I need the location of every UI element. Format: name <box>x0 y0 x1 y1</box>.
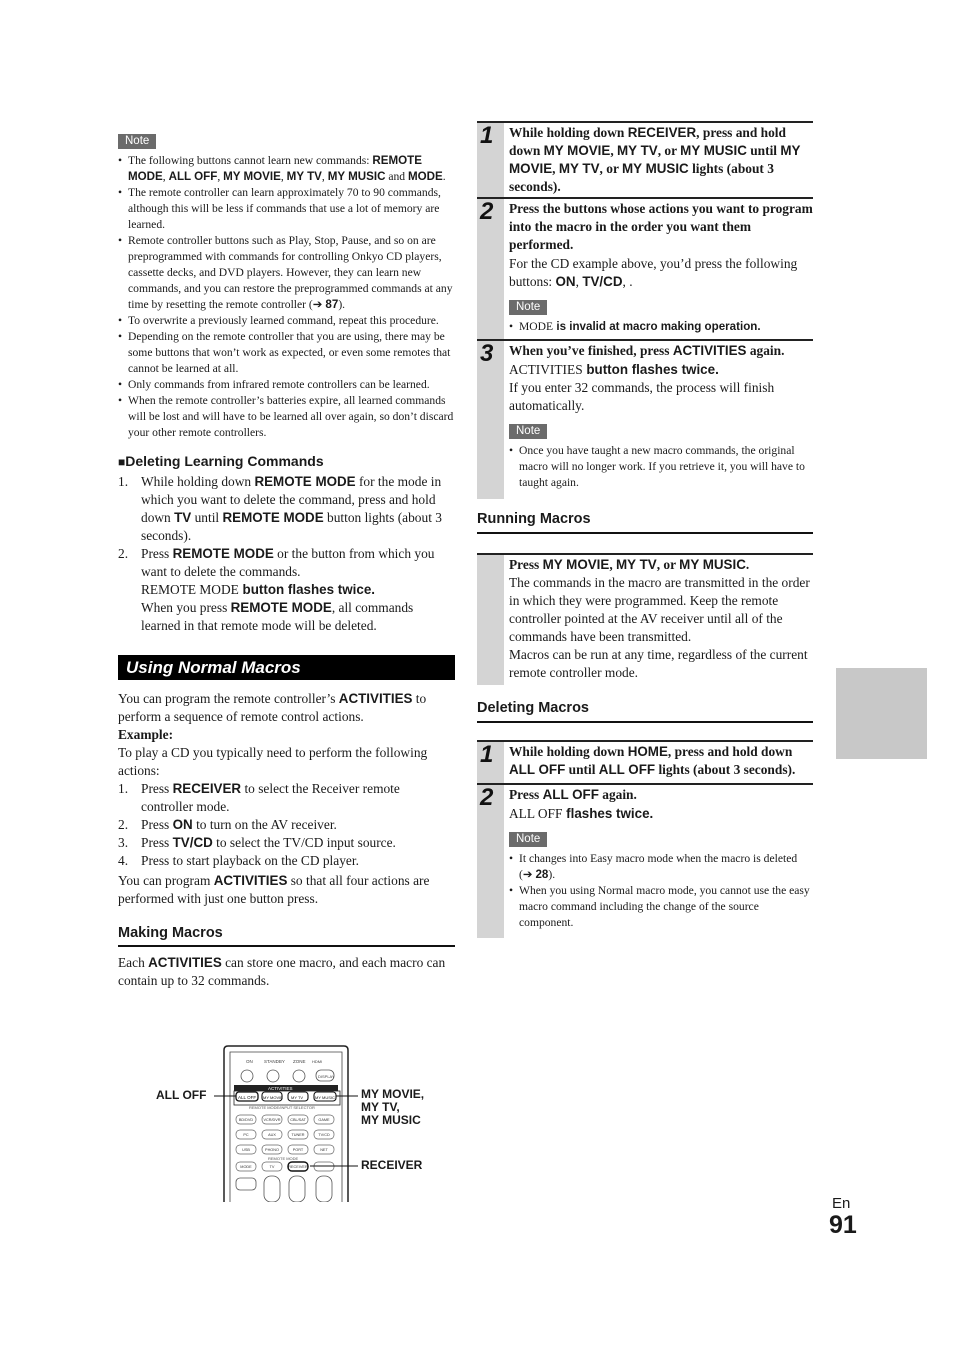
text-run: , <box>610 143 618 158</box>
step-number: 4. <box>118 853 129 868</box>
text-run: and <box>385 170 408 183</box>
remote-button-label: USB <box>242 1148 250 1153</box>
note-item <box>509 319 813 335</box>
step-text <box>509 805 813 823</box>
example-steps <box>118 780 455 870</box>
text-run: ACTIVITIES <box>509 362 583 377</box>
section-banner: Using Normal Macros <box>118 655 455 680</box>
text-run: For the CD example above, you’d press the following buttons: <box>509 256 798 289</box>
step-block <box>477 783 813 938</box>
step-item <box>118 852 455 870</box>
button-name: REMOTE MODE <box>222 510 324 525</box>
note-label: Note <box>509 832 547 847</box>
text-run: , <box>552 161 559 176</box>
step-heading <box>509 786 813 804</box>
remote-button-label: TUNER <box>291 1133 305 1138</box>
note-item <box>118 313 455 329</box>
button-name: MY MUSIC <box>622 161 689 176</box>
text-run: You can program <box>118 873 214 888</box>
text-run: until <box>191 510 223 525</box>
running-step: Press MY MOVIE, MY TV, or MY MUSIC. The commands in the macro are transmitted in the order in which they were programmed. Keep the remote controller pointed at the AV receiver until all of the commands have been transmitted. Macros can be run at any time, regardless of the current remote controller mode. <box>477 553 813 685</box>
button-name: button flashes twice. <box>238 582 375 597</box>
button-name: TV/CD <box>172 835 213 850</box>
remote-selector-text: REMOTE MODE/INPUT SELECTOR <box>249 1105 315 1110</box>
remote-button-label: BD/DVD <box>238 1118 254 1123</box>
text-run: While holding down <box>509 125 628 140</box>
button-name: MY TV <box>617 143 658 158</box>
page-number: 91 <box>829 1211 857 1239</box>
text-run: The remote controller can learn approximately 70 to 90 commands, although this will be less if commands that use a lot of memory are learned. <box>128 186 441 231</box>
remote-button-label: AUX <box>268 1133 276 1138</box>
button-name: REMOTE MODE <box>172 546 274 561</box>
text-run: , <box>321 170 328 183</box>
step-block <box>477 339 813 499</box>
note-item <box>509 443 813 491</box>
summary-paragraph <box>118 872 455 908</box>
step-number: 2. <box>118 817 129 832</box>
note-item <box>118 233 455 313</box>
step-number: 2 <box>480 198 494 225</box>
button-name: ACTIVITIES <box>672 343 747 358</box>
text-run: to perform a sequence of remote control actions. <box>118 691 427 724</box>
text-run: REMOTE MODE <box>141 582 239 597</box>
remote-button-label: RECEIVER <box>288 1165 308 1170</box>
button-name: 28 <box>535 868 549 881</box>
step-block <box>477 197 813 339</box>
remote-button-label: NET <box>320 1148 328 1153</box>
step-number: 2 <box>480 784 494 811</box>
deleting-macros-heading: Deleting Macros <box>477 699 813 723</box>
button-name: MY TV <box>616 557 657 572</box>
button-name: ON <box>172 817 193 832</box>
text-run: . <box>442 170 446 183</box>
text-run: When you using Normal macro mode, you cannot use the easy macro command including the change of the source component. <box>519 884 810 929</box>
text-run: , or <box>599 161 622 176</box>
button-name: TV/CD <box>582 274 623 289</box>
button-name: REMOTE MODE <box>128 154 422 183</box>
note-item <box>118 185 455 233</box>
remote-display-text: DISPLAY <box>318 1074 335 1079</box>
note-item <box>118 329 455 377</box>
text-run: lights (about 3 seconds). <box>655 762 796 777</box>
example-text: To play a CD you typically need to perform the following actions: <box>118 745 428 778</box>
note-label: Note <box>118 134 156 149</box>
remote-zone-text: ZONE <box>293 1059 306 1064</box>
button-name: RECEIVER <box>627 125 697 140</box>
remote-mytv-text: MY TV <box>291 1095 304 1100</box>
button-name: MY MUSIC <box>327 170 386 183</box>
text-run: to select the TV/CD input source. <box>212 835 396 850</box>
step-number: 3 <box>480 340 494 367</box>
step-number: 3. <box>118 835 129 850</box>
deleting-learning-result <box>118 581 455 635</box>
remote-button-label: PORT <box>292 1148 304 1153</box>
label-my-buttons: MY MOVIE, MY TV, MY MUSIC <box>361 1087 425 1127</box>
step-text <box>509 255 813 291</box>
text-run: can store one macro, and each macro can contain up to 32 commands. <box>118 955 446 988</box>
button-name: flashes twice. <box>562 806 654 821</box>
left-column <box>118 131 455 990</box>
remote-hdmi-text: HDMI <box>312 1059 323 1064</box>
text-run: It changes into Easy macro mode when the macro is deleted (➔ <box>519 852 798 881</box>
note-list <box>509 443 813 491</box>
text-run: MODE <box>519 320 554 333</box>
text-run: When you’ve finished, press <box>509 343 673 358</box>
text-run: . <box>745 557 750 572</box>
text-run: While holding down <box>141 474 255 489</box>
text-run: Press <box>141 781 173 796</box>
button-name: MY MOVIE <box>542 557 610 572</box>
text-run: until <box>746 143 781 158</box>
button-name: ALL OFF <box>598 762 656 777</box>
page-language: En <box>832 1195 851 1212</box>
button-name: ACTIVITIES <box>213 873 288 888</box>
button-name: MY MOVIE <box>509 143 801 176</box>
button-name: MY TV <box>558 161 600 176</box>
remote-standby-text: STANDBY <box>264 1059 285 1064</box>
note-item <box>118 377 455 393</box>
button-name: is invalid at macro making operation. <box>553 320 761 333</box>
remote-alloff-text: ALL OFF <box>238 1095 257 1100</box>
button-name: RECEIVER <box>172 781 242 796</box>
step-item <box>118 780 455 816</box>
remote-button-label: PHONO <box>265 1148 279 1153</box>
remote-button-label: VCR/DVR <box>263 1118 281 1123</box>
button-name: ON <box>555 274 576 289</box>
remote-button-label: CBL/SAT <box>290 1118 306 1123</box>
note-item <box>118 153 455 185</box>
text-run: so that all four actions are performed with just one button press. <box>118 873 430 906</box>
text-run: , all commands learned in that remote mode will be deleted. <box>141 600 414 633</box>
step-text <box>509 361 813 379</box>
text-run: until <box>565 762 599 777</box>
note-item <box>118 393 455 441</box>
text-run: , . <box>622 274 633 289</box>
text-run: , <box>280 170 287 183</box>
text-run: again. <box>598 787 637 802</box>
text-run: ). <box>548 868 556 881</box>
note-list <box>509 319 813 335</box>
text-run: , press and hold down <box>509 125 786 158</box>
text-run: , <box>609 557 617 572</box>
text-run: Press <box>141 817 173 832</box>
step-block <box>477 121 813 197</box>
deleting-learning-steps <box>118 473 455 581</box>
remote-button-label: MODE <box>240 1165 252 1170</box>
step-heading <box>509 124 813 196</box>
text-run: The following buttons cannot learn new commands: <box>128 154 373 167</box>
step-heading <box>509 200 813 254</box>
step-item <box>118 834 455 852</box>
text-run: Depending on the remote controller that you are using, there may be some buttons that won’t work as expected, or even some remotes that cannot be learned at all. <box>128 330 451 375</box>
text-run: Press <box>141 835 173 850</box>
button-name: HOME <box>627 744 668 759</box>
text-run: , or <box>657 143 681 158</box>
button-name: ALL OFF <box>168 170 218 183</box>
button-name: ALL OFF <box>542 787 599 802</box>
note-list <box>118 153 455 441</box>
remote-button-label: TV/CD <box>318 1133 330 1138</box>
intro-paragraph <box>118 690 455 726</box>
step-item <box>118 816 455 834</box>
button-name: 87 <box>325 298 339 311</box>
step-number: 1. <box>118 781 129 796</box>
text-run: You can program the remote controller’s <box>118 691 339 706</box>
text-run: , or <box>656 557 680 572</box>
remote-figure <box>150 1044 460 1202</box>
text-run: button lights (about 3 seconds). <box>141 510 442 543</box>
text-run: lights (about 3 seconds). <box>509 161 774 194</box>
button-name: MY MUSIC <box>680 143 747 158</box>
text-run: To overwrite a previously learned command, repeat this procedure. <box>128 314 439 327</box>
step-item <box>118 473 455 545</box>
step-number: 1 <box>480 741 494 768</box>
note-item <box>509 851 813 883</box>
remote-button-label: PC <box>243 1133 249 1138</box>
text-run: When the remote controller’s batteries expire, all learned commands will be lost and will have to be learned all over again, so don’t discard your other remote controllers. <box>128 394 454 439</box>
text-run: to turn on the AV receiver. <box>192 817 337 832</box>
making-macros-heading: Making Macros <box>118 924 455 947</box>
step-text: If you enter 32 commands, the process will finish automatically. <box>509 380 775 413</box>
button-name: MY TV <box>286 170 322 183</box>
remote-activities-text: ACTIVITIES <box>268 1086 293 1091</box>
section-side-tab <box>836 668 927 759</box>
text-run: Press <box>141 546 173 561</box>
text-run: for the mode in which you want to delete the command, press and hold down <box>141 474 442 525</box>
text-run: Press <box>509 557 543 572</box>
step-number: 1 <box>480 122 494 149</box>
text-run: , <box>575 274 583 289</box>
button-name: TV <box>174 510 192 525</box>
example-label: Example: <box>118 727 174 742</box>
text-run: , <box>162 170 169 183</box>
button-name: MY MOVIE <box>543 143 611 158</box>
step-heading <box>509 743 813 779</box>
step-block <box>477 740 813 783</box>
step-item <box>118 545 455 581</box>
button-name: MY MUSIC <box>679 557 746 572</box>
label-all-off: ALL OFF <box>156 1088 207 1102</box>
text-run: to select the Receiver remote controller mode. <box>141 781 400 814</box>
button-name: MODE <box>408 170 443 183</box>
text-run: ). <box>338 298 346 311</box>
text-run: ALL OFF <box>509 806 563 821</box>
note-list <box>509 851 813 931</box>
text-run: Only commands from infrared remote controllers can be learned. <box>128 378 430 391</box>
button-name: ACTIVITIES <box>338 691 413 706</box>
text-run: While holding down <box>509 744 628 759</box>
text-run: , <box>217 170 224 183</box>
note-label: Note <box>509 424 547 439</box>
button-name: REMOTE MODE <box>230 600 332 615</box>
note-label: Note <box>509 300 547 315</box>
remote-mymusic-text: MY MUSIC <box>315 1095 335 1100</box>
text-run: , press and hold down <box>667 744 793 759</box>
remote-on-text: ON <box>246 1059 253 1064</box>
remote-button-label: TV <box>269 1165 275 1170</box>
text-run: Press to start playback on the CD player. <box>141 853 359 868</box>
remote-mymovie-text: MY MOVIE <box>263 1095 283 1100</box>
note-item <box>509 883 813 931</box>
text-run: Once you have taught a new macro commands, the original macro will no longer work. If you retrieve it, you will have to taught again. <box>519 444 805 489</box>
text-run: When you press <box>141 600 231 615</box>
text-run: Press the buttons whose actions you want to program into the macro in the order you want them performed. <box>509 201 813 252</box>
button-name: ALL OFF <box>509 762 566 777</box>
remote-mode-text: REMOTE MODE <box>268 1156 299 1161</box>
button-name: ACTIVITIES <box>148 955 222 970</box>
step-number: 2. <box>118 546 129 561</box>
text-run: again. <box>746 343 785 358</box>
text-run: Press <box>509 787 543 802</box>
step-number: 1. <box>118 474 129 489</box>
button-name: button flashes twice. <box>582 362 719 377</box>
text-run: or the button from which you want to delete the commands. <box>141 546 435 579</box>
text-run: Each <box>118 955 149 970</box>
label-receiver: RECEIVER <box>361 1158 423 1172</box>
step-heading <box>509 342 813 360</box>
remote-button-label: GAME <box>318 1118 330 1123</box>
button-name: MY MOVIE <box>223 170 281 183</box>
running-macros-heading: Running Macros <box>477 510 813 534</box>
text-run: Remote controller buttons such as Play, Stop, Pause, and so on are preprogrammed with commands for controlling Onkyo CD players, cassette decks, and DVD players. However, they can learn new commands, and you can restore the preprogrammed commands at any time by resetting the remote controller (➔ <box>128 234 453 311</box>
button-name: REMOTE MODE <box>254 474 356 489</box>
making-macros-text <box>118 954 455 990</box>
deleting-learning-heading: ■Deleting Learning Commands <box>118 453 324 469</box>
